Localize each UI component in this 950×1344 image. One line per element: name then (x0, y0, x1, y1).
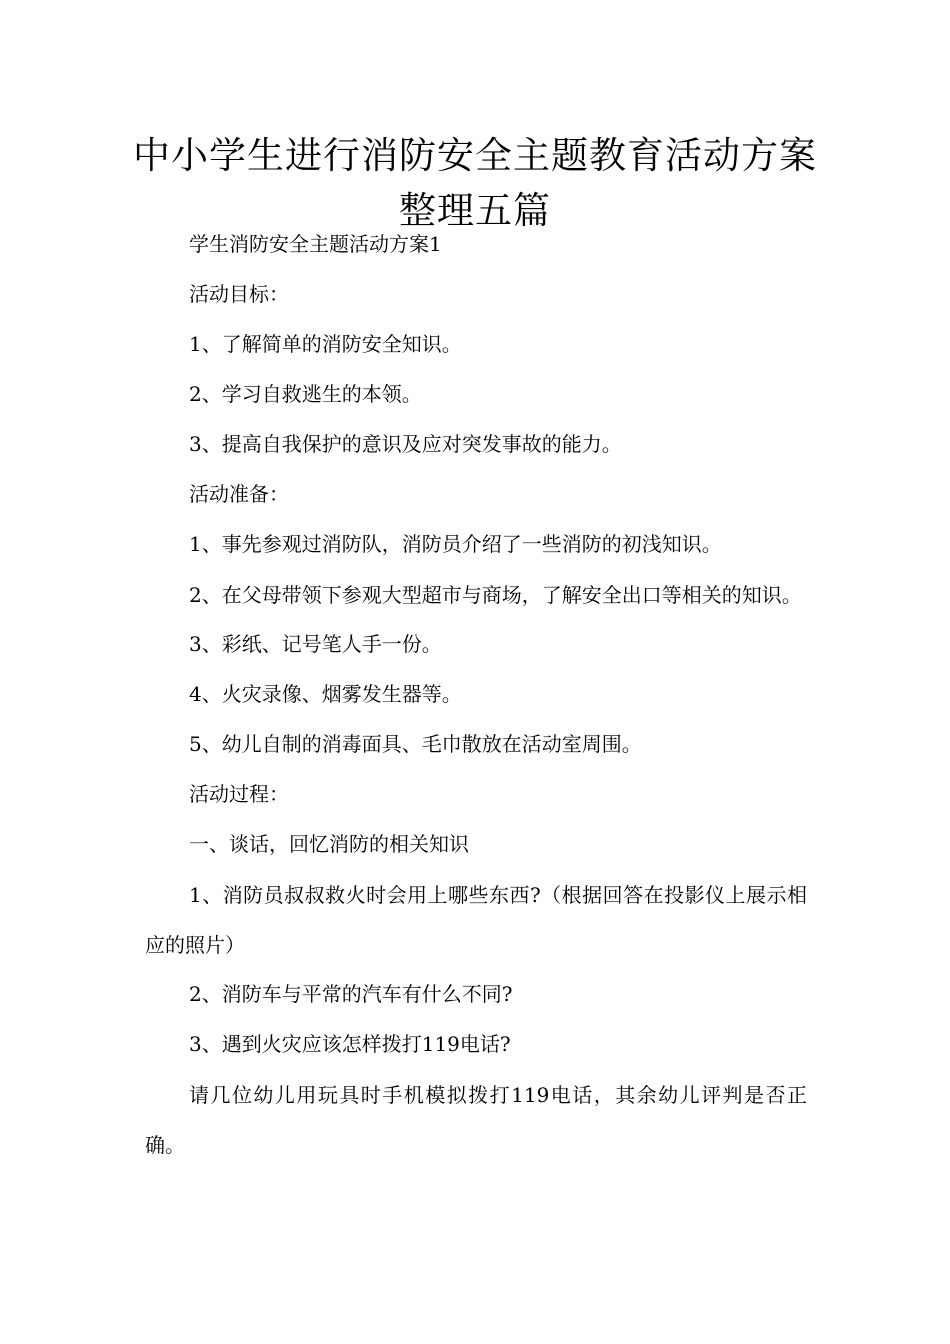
paragraph: 5、幼儿自制的消毒面具、毛巾散放在活动室周围。 (189, 732, 642, 756)
document-title: 中小学生进行消防安全主题教育活动方案整理五篇 (133, 134, 817, 232)
paragraph: 3、提高自我保护的意识及应对突发事故的能力。 (189, 432, 622, 456)
paragraph: 2、在父母带领下参观大型超市与商场，了解安全出口等相关的知识。 (189, 583, 802, 607)
paragraph: 学生消防安全主题活动方案1 (189, 232, 442, 256)
paragraph: 活动过程： (189, 782, 289, 806)
paragraph: 4、火灾录像、烟雾发生器等。 (189, 682, 462, 706)
paragraph: 2、学习自救逃生的本领。 (189, 382, 422, 406)
document-body (145, 232, 807, 1182)
paragraph: 活动目标： (189, 282, 289, 306)
paragraph: 1、了解简单的消防安全知识。 (189, 332, 462, 356)
paragraph: 1、事先参观过消防队，消防员介绍了一些消防的初浅知识。 (189, 532, 722, 556)
paragraph: 活动准备： (189, 482, 289, 506)
paragraph: 3、遇到火灾应该怎样拨打119电话? (189, 1032, 511, 1056)
paragraph: 2、消防车与平常的汽车有什么不同? (189, 982, 513, 1006)
paragraph: 1、消防员叔叔救火时会用上哪些东西?（根据回答在投影仪上展示相应的照片） (145, 883, 807, 957)
paragraph: 3、彩纸、记号笔人手一份。 (189, 632, 442, 656)
paragraph: 一、谈话，回忆消防的相关知识 (189, 832, 469, 856)
paragraph: 请几位幼儿用玩具时手机模拟拨打119电话，其余幼儿评判是否正确。 (145, 1083, 807, 1157)
